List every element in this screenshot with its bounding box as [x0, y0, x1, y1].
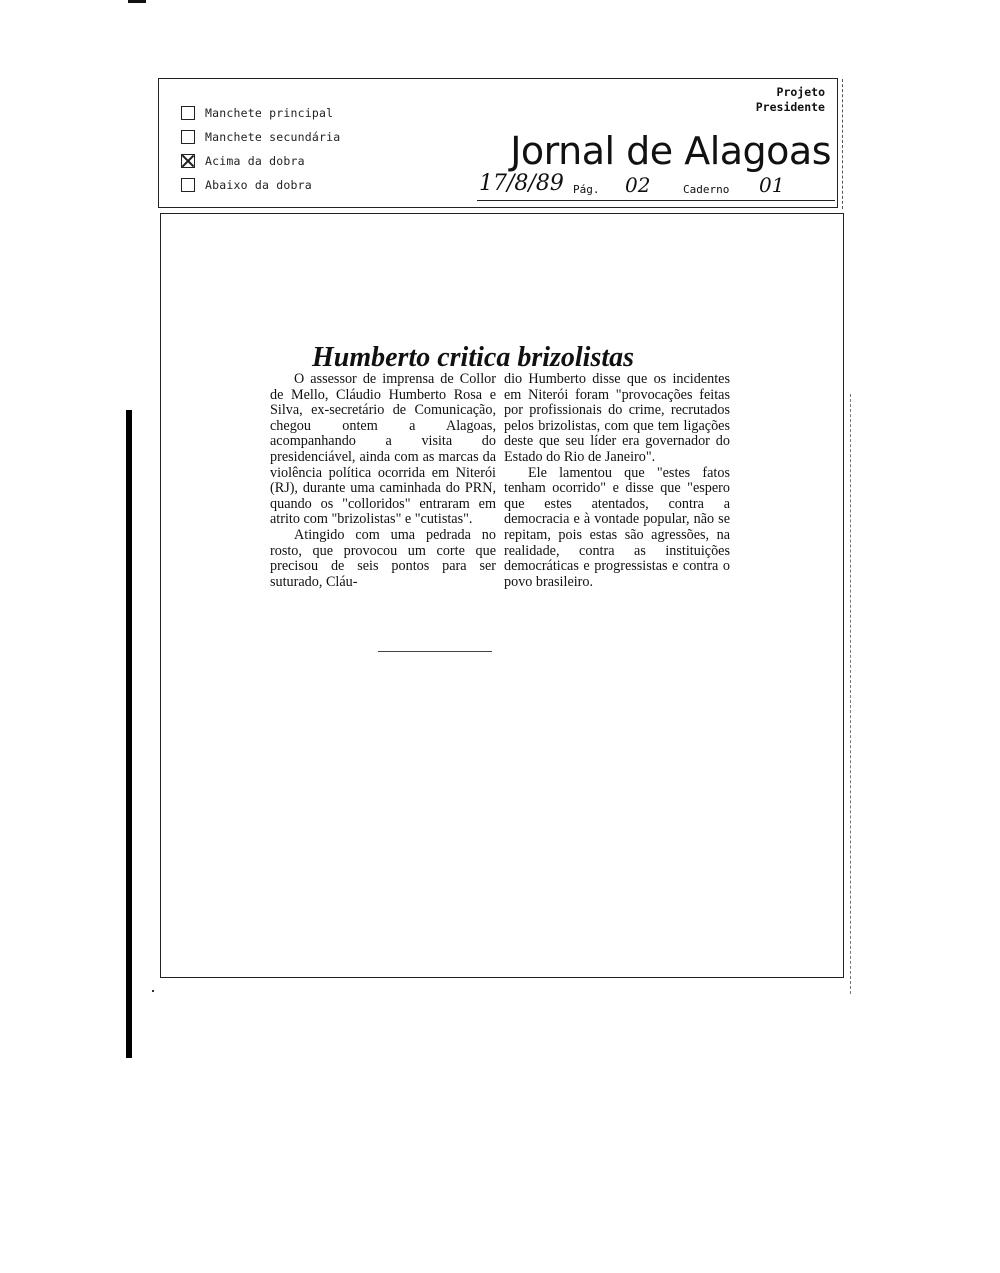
- checkbox-row-manchete-secundaria[interactable]: [181, 125, 340, 149]
- article-column-right: [504, 372, 730, 590]
- newspaper-name: Jornal de Alagoas: [510, 129, 831, 173]
- checkbox-manchete-secundaria[interactable]: [181, 130, 195, 144]
- checkbox-label: Acima da dobra: [205, 154, 305, 168]
- scan-left-edge-bar: [126, 410, 132, 1058]
- article-paragraph: Ele lamentou que "estes fatos tenham ocorrido" e disse que "espero que estes atentados, contra a democracia e à vontade popular, não se repitam, pois estas são agressões, na realidade, contra as instituições democráticas e progressistas e contra o povo brasileiro.: [504, 464, 730, 590]
- checkbox-acima-da-dobra[interactable]: [181, 154, 195, 168]
- header-edge-mark: [838, 79, 843, 209]
- placement-checklist: [181, 101, 340, 197]
- checkbox-abaixo-da-dobra[interactable]: [181, 178, 195, 192]
- clipping-date: 17/8/89: [479, 171, 564, 196]
- checkbox-label: Manchete secundária: [205, 130, 341, 144]
- column-end-rule: [378, 651, 492, 652]
- article-headline: Humberto critica brizolistas: [312, 342, 635, 373]
- clipping-metadata: [477, 171, 835, 201]
- page-value: 02: [625, 173, 651, 197]
- project-label: [756, 85, 825, 115]
- scan-top-mark: [128, 0, 146, 3]
- checkbox-row-manchete-principal[interactable]: [181, 101, 340, 125]
- metadata-underline: [477, 200, 835, 201]
- checkbox-manchete-principal[interactable]: [181, 106, 195, 120]
- project-label-line2: Presidente: [755, 100, 825, 114]
- article-paragraph: O assessor de imprensa de Collor de Mello, Cláudio Humberto Rosa e Silva, ex-secretário de Comunicação, chegou ontem a Alagoas, acompanhando a visita do presidenciável, ainda com as marcas da violência política ocorrida em Niterói (RJ), durante uma caminhada do PRN, quando os "colloridos" entraram em atrito com "brizolistas" e "cutistas".: [270, 371, 496, 528]
- project-label-line1: Projeto: [776, 85, 825, 99]
- checkbox-label: Abaixo da dobra: [205, 178, 312, 192]
- checkbox-row-acima-da-dobra[interactable]: [181, 149, 340, 173]
- section-label: Caderno: [683, 183, 730, 196]
- checkbox-label: Manchete principal: [205, 106, 334, 120]
- clipping-header: [158, 78, 838, 208]
- article-paragraph: dio Humberto disse que os incidentes em Niterói foram "provocações feitas por profissionais do crime, recrutados pelos brizolistas, com que tem ligações deste que seu líder era governador do Estado do Rio de Janeiro".: [504, 371, 730, 465]
- scan-speck: [152, 990, 154, 992]
- section-value: 01: [759, 173, 785, 197]
- article-paragraph: Atingido com uma pedrada no rosto, que provocou um corte que precisou de seis pontos para ser suturado, Cláu-: [270, 526, 496, 590]
- clipping-content-frame: [160, 213, 844, 978]
- page-label: Pág.: [573, 183, 600, 196]
- content-edge-mark: [848, 394, 851, 994]
- checkbox-row-abaixo-da-dobra[interactable]: [181, 173, 340, 197]
- article-column-left: [270, 372, 496, 590]
